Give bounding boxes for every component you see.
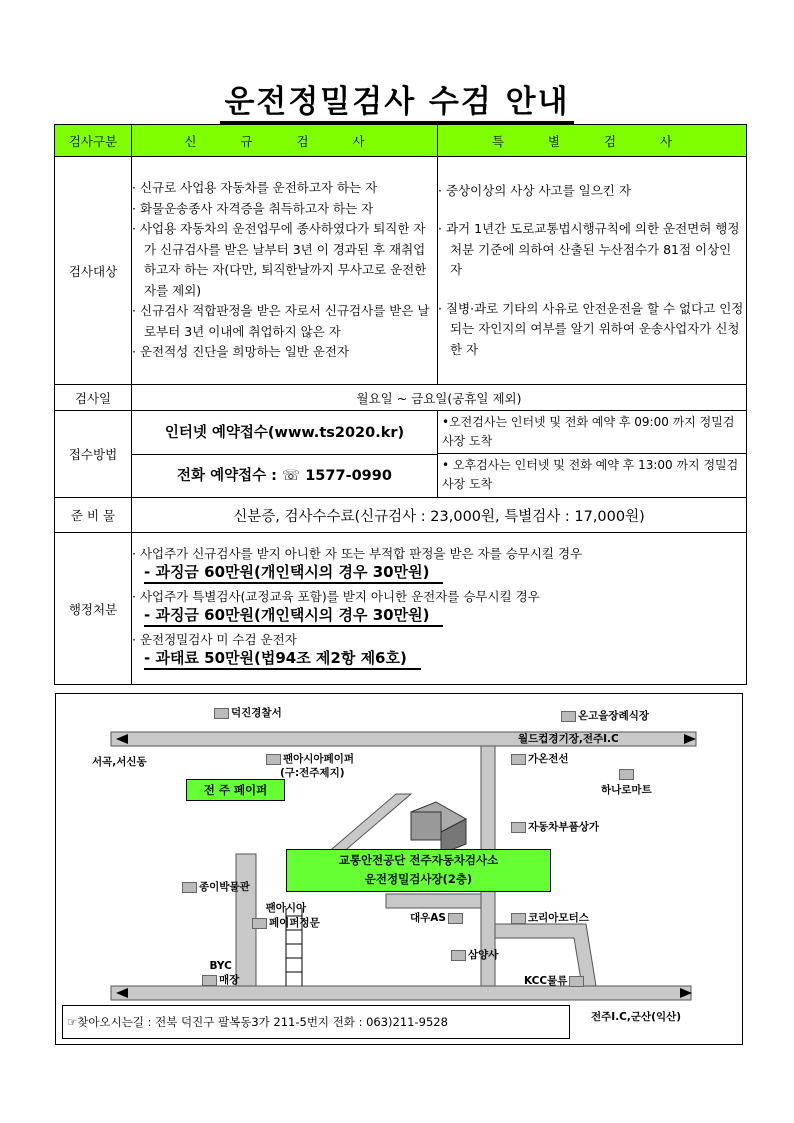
penalty-list <box>132 533 747 685</box>
map-label-ongo-funeral: 온고을장례식장 <box>561 708 649 723</box>
directions-address: ☞찾아오시는길 : 전북 덕진구 팔복동3가 211-5번지 전화 : 063)211-9528 <box>62 1005 570 1039</box>
map-label-panasia-gate: 팬아시아 페이퍼정문 <box>252 900 320 930</box>
exam-info-table <box>54 124 747 685</box>
ts-office-line1: 교통안전공단 전주자동차검사소 <box>338 853 499 867</box>
map-label-byc: BYC 매장 <box>202 960 239 987</box>
list-item: · 신규로 사업용 자동차를 운전하고자 하는 자 <box>132 180 378 196</box>
label-prepare: 준 비 물 <box>55 498 132 533</box>
special-exam-targets <box>438 157 747 385</box>
internet-reservation: 인터넷 예약접수(www.ts2020.kr) <box>164 424 405 441</box>
map-label-seogok: 서곡,서신동 <box>92 756 147 768</box>
map-label-deokjin-police: 덕진경찰서 <box>214 705 282 720</box>
jeonju-paper-box: 전 주 페이퍼 <box>186 779 285 801</box>
am-exam-note: •오전검사는 인터넷 및 전화 예약 후 09:00 까지 정밀검사장 도착 <box>442 415 735 448</box>
list-item: · 과거 1년간 도로교통법시행규칙에 의한 운전면허 행정처분 기준에 의하여 산출된 누산점수가 81점 이상인 자 <box>438 221 740 278</box>
ts-office-line2: 운전정밀검사장(2층) <box>364 872 473 886</box>
exam-day-value: 월요일 ~ 금요일(공휴일 제외) <box>132 385 747 411</box>
list-item: · 신규검사 적합판정을 받은 자로서 신규검사를 받은 날로부터 3년 이내에 취업하지 않은 자 <box>132 303 430 339</box>
map-label-former-paper: (구:전주제지) <box>280 767 345 779</box>
map-label-panasia-paper: 팬아시아페이퍼 <box>266 751 354 766</box>
map-label-hanaro: 하나로마트 <box>601 769 652 797</box>
map-label-world-cup: 월드컵경기장,전주I.C <box>518 733 619 745</box>
label-exam-day: 검사일 <box>55 385 132 411</box>
header-new-exam: 신 규 검 사 <box>132 125 438 157</box>
label-target: 검사대상 <box>55 157 132 385</box>
ts-office-box <box>286 849 551 892</box>
map-label-kcc: KCC물류 <box>524 973 586 988</box>
arrival-notes <box>438 411 747 498</box>
map-label-samyang: 삼양사 <box>451 947 498 962</box>
list-item: · 사업용 자동차의 운전업무에 종사하였다가 퇴직한 자가 신규검사를 받은 날부터 3년 이 경과된 후 재취업하고자 하는 자(다만, 퇴직한날까지 무사고로 운전한자를 제외) <box>132 221 427 298</box>
label-reception: 접수방법 <box>55 411 132 498</box>
header-category: 검사구분 <box>55 125 132 157</box>
map-label-paper-museum: 종이박물관 <box>182 879 250 894</box>
map-label-korea-motors: 코리아모터스 <box>511 910 589 925</box>
prepare-value: 신분증, 검사수수료(신규검사 : 23,000원, 특별검사 : 17,000원) <box>132 498 747 533</box>
list-item: · 질병·과로 기타의 사유로 안전운전을 할 수 없다고 인정되는 자인지의 여부를 알기 위하여 운송사업자가 신청한 자 <box>438 300 744 357</box>
penalty-fine: - 과징금 60만원(개인택시의 경우 30만원) <box>144 606 443 627</box>
penalty-item: · 사업주가 신규검사를 받지 아니한 자 또는 부적합 판정을 받은 자를 승무시킬 경우 <box>132 546 583 561</box>
map-label-gaon: 가온전선 <box>511 751 569 766</box>
list-item: · 운전적성 진단을 희망하는 일반 운전자 <box>132 344 350 360</box>
road-bottom <box>111 986 691 1000</box>
map-label-auto-parts: 자동차부품상가 <box>511 819 599 834</box>
penalty-fine: - 과태료 50만원(법94조 제2항 제6호) <box>144 649 421 670</box>
penalty-item: · 운전정밀검사 미 수검 운전자 <box>132 632 297 647</box>
penalty-item: · 사업주가 특별검사(교정교육 포함)를 받지 아니한 운전자를 승무시킬 경우 <box>132 589 540 604</box>
label-penalty: 행정처분 <box>55 533 132 685</box>
road-mid <box>386 894 481 908</box>
list-item: · 중상이상의 사상 사고를 일으킨 자 <box>438 182 631 198</box>
map-label-jeonju-ic: 전주I.C,군산(익산) <box>591 1011 682 1023</box>
pm-exam-note: • 오후검사는 인터넷 및 전화 예약 후 13:00 까지 정밀검사장 도착 <box>438 453 746 497</box>
reception-methods <box>132 411 438 498</box>
phone-reservation: 전화 예약접수 : ☏ 1577-0990 <box>132 454 437 497</box>
penalty-fine: - 과징금 60만원(개인택시의 경우 30만원) <box>144 563 443 584</box>
header-special-exam: 특 별 검 사 <box>438 125 747 157</box>
road-diagonal-left <box>326 794 411 854</box>
list-item: · 화물운송종사 자격증을 취득하고자 하는 자 <box>132 200 374 216</box>
map-label-daewoo: 대우AS <box>410 910 465 925</box>
new-exam-targets <box>132 157 438 385</box>
location-map <box>55 693 743 1045</box>
ts-building-icon <box>411 802 466 854</box>
page-title: 운전정밀검사 수검 안내 <box>0 76 794 121</box>
